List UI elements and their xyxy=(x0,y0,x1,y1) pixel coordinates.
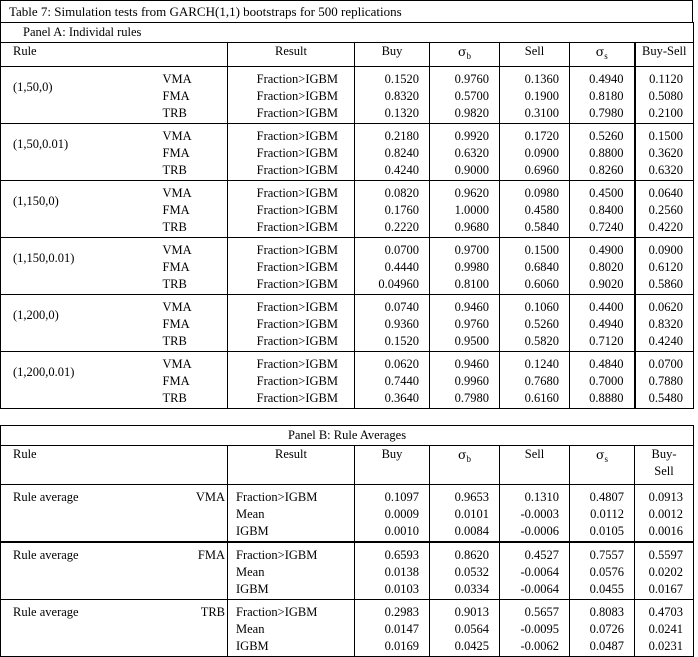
buy-value: 0.2180 xyxy=(384,129,419,143)
sell xyxy=(500,295,570,352)
buy-value: 0.1097 xyxy=(384,490,419,504)
header-sell: Sell xyxy=(500,446,570,485)
panel-b-table xyxy=(0,425,694,657)
sigma-s-value: 0.4807 xyxy=(589,490,624,504)
sigma-b-value: 0.9620 xyxy=(454,186,489,200)
sigma-s-value: 0.8020 xyxy=(589,260,624,274)
buy-sell xyxy=(635,238,694,295)
rule-name: (1,200,0.01) xyxy=(1,352,163,409)
sigma-b-value: 0.9013 xyxy=(454,605,489,619)
buy-value: 0.6593 xyxy=(384,548,419,562)
rule-name: (1,150,0.01) xyxy=(1,238,163,295)
buy-sell-value: 0.0231 xyxy=(648,639,684,653)
sell-value: 0.5840 xyxy=(524,220,559,234)
result xyxy=(228,542,355,600)
sell-value: 0.1060 xyxy=(524,300,559,314)
buy-sell-value: 0.1120 xyxy=(649,72,684,86)
ma-type-value: FMA xyxy=(162,374,190,388)
sell xyxy=(500,181,570,238)
result-value: Fraction>IGBM xyxy=(256,317,338,331)
result xyxy=(228,67,355,124)
ma-type: FMA xyxy=(163,542,228,600)
ma-type-value: FMA xyxy=(162,203,190,217)
sell-value: 0.1240 xyxy=(524,357,559,371)
buy-sell-value: 0.5597 xyxy=(648,548,684,562)
sell-value: -0.0064 xyxy=(520,582,559,596)
result-value: Mean xyxy=(236,622,265,636)
panel-a-rule-row xyxy=(1,67,694,124)
sigma-s-value: 0.5260 xyxy=(589,129,624,143)
sigma-s-value: 0.9020 xyxy=(589,277,624,291)
ma-type-value: TRB xyxy=(162,277,187,291)
buy-sell-value: 0.5080 xyxy=(648,89,684,103)
sell-value: 0.5820 xyxy=(524,334,559,348)
result xyxy=(228,485,355,543)
buy-value: 0.1520 xyxy=(384,334,419,348)
buy-sell-value: 0.8320 xyxy=(648,317,684,331)
buy-sell-value: 0.0900 xyxy=(648,243,684,257)
buy-value: 0.0147 xyxy=(384,622,419,636)
rule-name: (1,50,0.01) xyxy=(1,124,163,181)
buy-value: 0.4440 xyxy=(384,260,419,274)
sell-value: 0.0980 xyxy=(524,186,559,200)
buy-sell xyxy=(635,352,694,409)
panel-a-rule-row xyxy=(1,124,694,181)
result-value: IGBM xyxy=(236,582,269,596)
buy-sell-value: 0.3620 xyxy=(648,146,684,160)
buy-value: 0.04960 xyxy=(378,277,419,291)
sigma-subscript: s xyxy=(604,51,608,61)
ma-type-value: TRB xyxy=(162,334,187,348)
panel-a-header-row xyxy=(1,43,694,67)
buy-value: 0.2220 xyxy=(384,220,419,234)
sigma-s-value: 0.8800 xyxy=(589,146,624,160)
ma-type: TRB xyxy=(163,600,228,657)
buy-value: 0.2983 xyxy=(384,605,419,619)
buy-sell-value: 0.0016 xyxy=(648,524,684,538)
buy-value: 0.0103 xyxy=(384,582,419,596)
panel-a-rule-row xyxy=(1,295,694,352)
sigma-s-value: 0.0576 xyxy=(589,565,624,579)
buy xyxy=(355,181,430,238)
result-value: Fraction>IGBM xyxy=(256,72,338,86)
buy-sell xyxy=(635,181,694,238)
sell-value: 0.5657 xyxy=(524,605,559,619)
panel-b-title: Panel B: Rule Averages xyxy=(1,426,694,446)
sigma-b-value: 0.8100 xyxy=(454,277,489,291)
sigma-s xyxy=(570,485,635,543)
ma-type xyxy=(163,295,228,352)
sigma-symbol: σ xyxy=(595,44,605,59)
buy xyxy=(355,238,430,295)
result-value: Fraction>IGBM xyxy=(256,146,338,160)
result-value: Mean xyxy=(236,565,265,579)
buy xyxy=(355,352,430,409)
sell-value: 0.6840 xyxy=(524,260,559,274)
sigma-s-value: 0.7240 xyxy=(589,220,624,234)
result-value: Fraction>IGBM xyxy=(256,277,338,291)
panel-a-body xyxy=(1,67,694,409)
sigma-s-value: 0.8400 xyxy=(589,203,624,217)
header-sell: Sell xyxy=(500,43,570,67)
panel-a-table xyxy=(0,22,694,409)
sigma-b-value: 0.9820 xyxy=(454,106,489,120)
ma-type-value: TRB xyxy=(162,106,187,120)
buy-value: 0.0620 xyxy=(384,357,419,371)
buy xyxy=(355,67,430,124)
buy-value: 0.4240 xyxy=(384,163,419,177)
ma-type-value: FMA xyxy=(162,317,190,331)
sigma-b-value: 0.0532 xyxy=(454,565,489,579)
header-sigma-s xyxy=(570,43,635,67)
buy-value: 0.3640 xyxy=(384,391,419,405)
result xyxy=(228,600,355,657)
sigma-b xyxy=(430,67,500,124)
sigma-s-value: 0.4940 xyxy=(589,317,624,331)
sell xyxy=(500,67,570,124)
rule-name: Rule average xyxy=(1,600,163,657)
rule-name: Rule average xyxy=(1,485,163,543)
sigma-s-value: 0.4840 xyxy=(589,357,624,371)
sigma-s xyxy=(570,352,635,409)
sigma-s-value: 0.8180 xyxy=(589,89,624,103)
panel-b-body xyxy=(1,485,694,657)
buy-sell-value: 0.0700 xyxy=(648,357,684,371)
sell-value: 0.4580 xyxy=(524,203,559,217)
sigma-symbol: σ xyxy=(595,447,605,462)
sigma-b-value: 0.9680 xyxy=(454,220,489,234)
sigma-b-value: 0.0334 xyxy=(454,582,489,596)
ma-type-value: FMA xyxy=(162,89,190,103)
result xyxy=(228,295,355,352)
sigma-b xyxy=(430,238,500,295)
ma-type xyxy=(163,124,228,181)
buy-sell-value: 0.2100 xyxy=(648,106,684,120)
result-value: Fraction>IGBM xyxy=(256,89,338,103)
panel-b-rule-row xyxy=(1,542,694,600)
result-value: Fraction>IGBM xyxy=(256,357,338,371)
sigma-subscript: b xyxy=(466,454,472,464)
sell xyxy=(500,485,570,543)
sigma-b-value: 1.0000 xyxy=(454,203,489,217)
sigma-s-value: 0.8083 xyxy=(589,605,624,619)
panel-a-title: Panel A: Individal rules xyxy=(1,23,694,43)
sell-value: 0.1720 xyxy=(524,129,559,143)
sell xyxy=(500,124,570,181)
buy-value: 0.8240 xyxy=(384,146,419,160)
buy-sell-value: 0.7880 xyxy=(648,374,684,388)
sigma-symbol: σ xyxy=(457,447,467,462)
buy-sell-value: 0.4703 xyxy=(648,605,684,619)
buy-sell xyxy=(635,600,694,657)
sigma-b xyxy=(430,295,500,352)
sigma-b-value: 0.9920 xyxy=(454,129,489,143)
sell-value: 0.4527 xyxy=(524,548,559,562)
sell-value: 0.3100 xyxy=(524,106,559,120)
buy xyxy=(355,485,430,543)
sell-value: 0.1900 xyxy=(524,89,559,103)
result xyxy=(228,181,355,238)
sell-value: 0.1360 xyxy=(524,72,559,86)
sigma-s-value: 0.4400 xyxy=(589,300,624,314)
header-buy-sell xyxy=(635,446,694,485)
sell-value: 0.7680 xyxy=(524,374,559,388)
buy-sell-value: 0.4220 xyxy=(648,220,684,234)
panel-b-rule-row xyxy=(1,600,694,657)
sell-value: 0.1500 xyxy=(524,243,559,257)
result-value: Fraction>IGBM xyxy=(236,548,318,562)
sigma-subscript: b xyxy=(466,51,472,61)
result-value: Fraction>IGBM xyxy=(256,260,338,274)
panel-b-header-row xyxy=(1,446,694,485)
buy-sell xyxy=(635,67,694,124)
table-caption: Table 7: Simulation tests from GARCH(1,1) bootstraps for 500 replications xyxy=(0,0,693,22)
result xyxy=(228,352,355,409)
result-value: IGBM xyxy=(236,524,269,538)
buy-value: 0.0820 xyxy=(384,186,419,200)
sigma-b-value: 0.9700 xyxy=(454,243,489,257)
buy-value: 0.0009 xyxy=(384,507,419,521)
buy-value: 0.8320 xyxy=(384,89,419,103)
buy-sell-value: 0.0012 xyxy=(648,507,684,521)
sell-value: -0.0064 xyxy=(520,565,559,579)
header-result: Result xyxy=(228,43,355,67)
result-value: Fraction>IGBM xyxy=(256,186,338,200)
sigma-s xyxy=(570,67,635,124)
result-value: Fraction>IGBM xyxy=(256,203,338,217)
ma-type-value: FMA xyxy=(162,146,190,160)
sigma-b-value: 0.9460 xyxy=(454,357,489,371)
sigma-b-value: 0.8620 xyxy=(454,548,489,562)
buy-sell xyxy=(635,485,694,543)
ma-type xyxy=(163,67,228,124)
header-rule: Rule xyxy=(1,446,228,485)
sigma-s xyxy=(570,295,635,352)
sell-value: -0.0062 xyxy=(520,639,559,653)
sigma-subscript: s xyxy=(604,454,609,464)
result-value: Fraction>IGBM xyxy=(256,243,338,257)
ma-type-value: TRB xyxy=(162,391,187,405)
sigma-s-value: 0.7000 xyxy=(589,374,624,388)
buy-sell-value: 0.0167 xyxy=(648,582,684,596)
sell-value: 0.6160 xyxy=(524,391,559,405)
sell xyxy=(500,542,570,600)
sell-value: 0.0900 xyxy=(524,146,559,160)
buy-value: 0.9360 xyxy=(384,317,419,331)
sell-value: 0.1310 xyxy=(524,490,559,504)
buy-sell xyxy=(635,295,694,352)
sigma-s-value: 0.7120 xyxy=(589,334,624,348)
sigma-s xyxy=(570,600,635,657)
header-buy-sell-line1: Buy- xyxy=(651,447,677,461)
header-sigma-b xyxy=(430,43,500,67)
sigma-b-value: 0.7980 xyxy=(454,391,489,405)
result-value: Fraction>IGBM xyxy=(236,490,318,504)
result-value: IGBM xyxy=(236,639,269,653)
ma-type-value: TRB xyxy=(162,220,187,234)
ma-type xyxy=(163,352,228,409)
result-value: Fraction>IGBM xyxy=(256,163,338,177)
header-rule: Rule xyxy=(1,43,228,67)
buy-sell-value: 0.6120 xyxy=(648,260,684,274)
sigma-b xyxy=(430,600,500,657)
sigma-s-value: 0.8260 xyxy=(589,163,624,177)
buy-sell-value: 0.0241 xyxy=(648,622,684,636)
sell-value: -0.0003 xyxy=(520,507,559,521)
sigma-b xyxy=(430,542,500,600)
result-value: Fraction>IGBM xyxy=(256,374,338,388)
buy-value: 0.1760 xyxy=(384,203,419,217)
header-result: Result xyxy=(228,446,355,485)
sigma-s-value: 0.4900 xyxy=(589,243,624,257)
result-value: Fraction>IGBM xyxy=(256,106,338,120)
header-buy: Buy xyxy=(355,446,430,485)
buy-sell-value: 0.0913 xyxy=(648,490,684,504)
result-value: Fraction>IGBM xyxy=(256,300,338,314)
buy-sell-value: 0.6320 xyxy=(648,163,684,177)
ma-type-value: VMA xyxy=(162,129,192,143)
rule-name: (1,200,0) xyxy=(1,295,163,352)
buy-value: 0.0169 xyxy=(384,639,419,653)
panel-b-rule-row xyxy=(1,485,694,543)
sigma-b xyxy=(430,181,500,238)
sigma-s-value: 0.7557 xyxy=(589,548,624,562)
buy-value: 0.1320 xyxy=(384,106,419,120)
sigma-s-value: 0.0726 xyxy=(589,622,624,636)
header-sigma-s xyxy=(570,446,635,485)
buy-value: 0.0700 xyxy=(384,243,419,257)
sigma-s-value: 0.4500 xyxy=(589,186,624,200)
sigma-b-value: 0.0084 xyxy=(454,524,489,538)
ma-type-value: VMA xyxy=(162,72,192,86)
sigma-s-value: 0.8880 xyxy=(589,391,624,405)
buy-sell-value: 0.5860 xyxy=(648,277,684,291)
sigma-b-value: 0.5700 xyxy=(454,89,489,103)
sigma-s xyxy=(570,181,635,238)
buy-value: 0.0740 xyxy=(384,300,419,314)
sigma-b xyxy=(430,352,500,409)
header-sigma-b xyxy=(430,446,500,485)
buy-sell-value: 0.0620 xyxy=(648,300,684,314)
sigma-b-value: 0.0425 xyxy=(454,639,489,653)
buy xyxy=(355,542,430,600)
sigma-b-value: 0.9460 xyxy=(454,300,489,314)
buy-sell-value: 0.5480 xyxy=(648,391,684,405)
buy xyxy=(355,124,430,181)
sell xyxy=(500,600,570,657)
ma-type-value: VMA xyxy=(162,357,192,371)
sigma-s-value: 0.0112 xyxy=(590,507,624,521)
sigma-s-value: 0.0487 xyxy=(589,639,624,653)
buy-value: 0.0010 xyxy=(384,524,419,538)
panel-a-rule-row xyxy=(1,181,694,238)
sigma-b-value: 0.9760 xyxy=(454,72,489,86)
sell-value: -0.0095 xyxy=(520,622,559,636)
buy-value: 0.1520 xyxy=(384,72,419,86)
rule-name: (1,50,0) xyxy=(1,67,163,124)
sigma-b-value: 0.0564 xyxy=(454,622,489,636)
sigma-s xyxy=(570,542,635,600)
result-value: Fraction>IGBM xyxy=(256,391,338,405)
sell-value: 0.5260 xyxy=(524,317,559,331)
result-value: Fraction>IGBM xyxy=(256,334,338,348)
sigma-s xyxy=(570,124,635,181)
sigma-s-value: 0.7980 xyxy=(589,106,624,120)
sigma-b-value: 0.9500 xyxy=(454,334,489,348)
ma-type-value: VMA xyxy=(162,243,192,257)
sigma-s-value: 0.0455 xyxy=(589,582,624,596)
buy-sell xyxy=(635,542,694,600)
ma-type xyxy=(163,181,228,238)
rule-name: Rule average xyxy=(1,542,163,600)
ma-type-value: FMA xyxy=(162,260,190,274)
ma-type-value: VMA xyxy=(162,300,192,314)
result-value: Fraction>IGBM xyxy=(256,129,338,143)
sigma-b-value: 0.9960 xyxy=(454,374,489,388)
sell-value: 0.6960 xyxy=(524,163,559,177)
ma-type xyxy=(163,238,228,295)
sigma-s-value: 0.4940 xyxy=(589,72,624,86)
buy-value: 0.7440 xyxy=(384,374,419,388)
buy-sell-value: 0.0202 xyxy=(648,565,684,579)
header-buy-sell-line2: Sell xyxy=(654,464,674,478)
sigma-b-value: 0.6320 xyxy=(454,146,489,160)
sigma-s xyxy=(570,238,635,295)
panel-a-rule-row xyxy=(1,352,694,409)
buy-value: 0.0138 xyxy=(384,565,419,579)
ma-type-value: VMA xyxy=(162,186,192,200)
result-value: Mean xyxy=(236,507,265,521)
ma-type-value: TRB xyxy=(162,163,187,177)
result-value: Fraction>IGBM xyxy=(256,220,338,234)
header-buy: Buy xyxy=(355,43,430,67)
buy xyxy=(355,600,430,657)
sell-value: -0.0006 xyxy=(520,524,559,538)
buy xyxy=(355,295,430,352)
panel-a-rule-row xyxy=(1,238,694,295)
sigma-symbol: σ xyxy=(457,44,467,59)
buy-sell xyxy=(635,124,694,181)
sell xyxy=(500,352,570,409)
sigma-b-value: 0.9653 xyxy=(454,490,489,504)
sigma-b-value: 0.9760 xyxy=(454,317,489,331)
header-buy-sell: Buy-Sell xyxy=(635,43,694,67)
sigma-b-value: 0.9980 xyxy=(454,260,489,274)
ma-type: VMA xyxy=(163,485,228,543)
result xyxy=(228,238,355,295)
buy-sell-value: 0.2560 xyxy=(648,203,684,217)
sell xyxy=(500,238,570,295)
sigma-b xyxy=(430,485,500,543)
sigma-b xyxy=(430,124,500,181)
sigma-b-value: 0.9000 xyxy=(454,163,489,177)
result-value: Fraction>IGBM xyxy=(236,605,318,619)
result xyxy=(228,124,355,181)
buy-sell-value: 0.4240 xyxy=(648,334,684,348)
buy-sell-value: 0.0640 xyxy=(648,186,684,200)
sell-value: 0.6060 xyxy=(524,277,559,291)
buy-sell-value: 0.1500 xyxy=(648,129,684,143)
sigma-s-value: 0.0105 xyxy=(589,524,624,538)
rule-name: (1,150,0) xyxy=(1,181,163,238)
sigma-b-value: 0.0101 xyxy=(454,507,489,521)
